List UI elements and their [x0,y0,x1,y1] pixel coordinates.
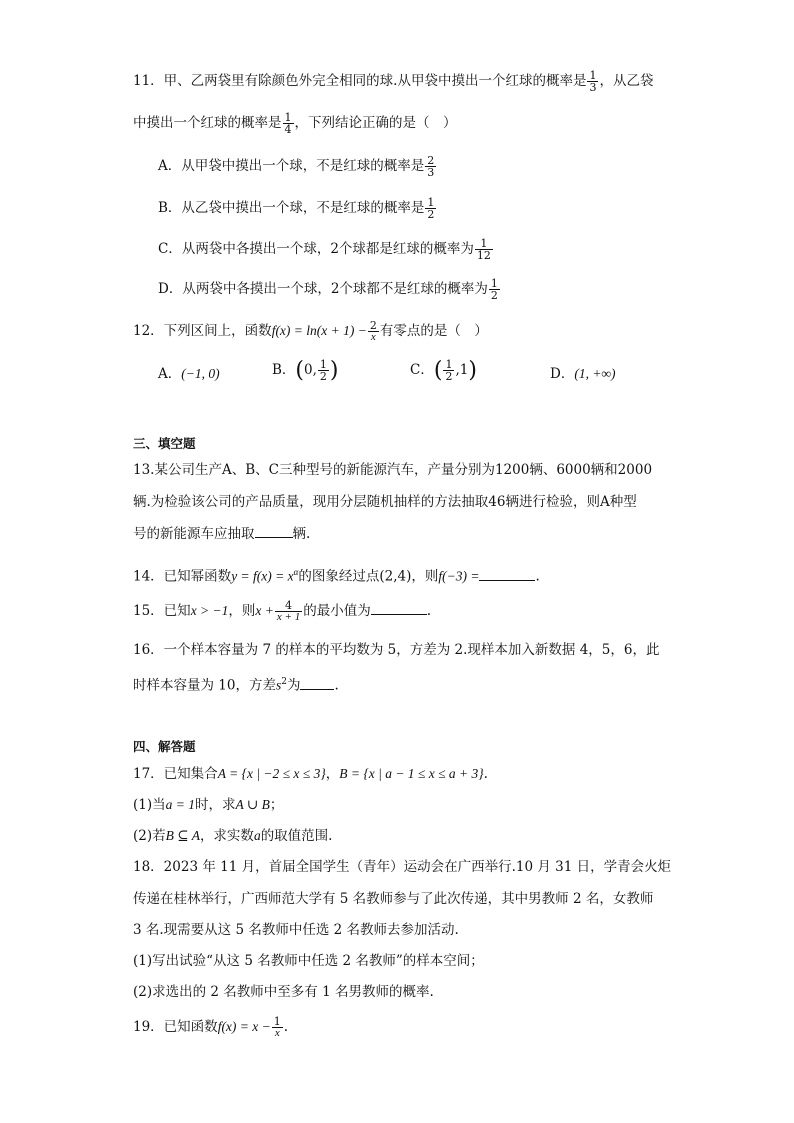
q18-line1: 18．2023 年 11 月，首届全国学生（青年）运动会在广西举行.10 月 31 日，学青会火炬 [133,859,672,875]
q13-line1: 13.某公司生产A、B、C三种型号的新能源汽车，产量分别为1200辆、6000辆和2000 [133,462,653,478]
answer-blank[interactable] [479,567,535,581]
answer-blank[interactable] [371,601,427,615]
fraction: $\frac{1}{2}$ [427,196,435,221]
fraction: $\frac{1}{3}$ [589,69,597,94]
answer-blank[interactable] [255,524,293,538]
section-solutions: 四、解答题 [133,739,196,754]
fraction: $\frac{4}{x + 1}$ [276,599,301,623]
fraction: $\frac{1}{2}$ [490,277,498,302]
q17-stem: 17．已知集合A = {x | −2 ≤ x ≤ 3}，B = {x | a − 1 ≤ x ≤ a + 3}. [133,766,488,782]
q16-line2: 时样本容量为 10，方差$s^2$为 . [133,677,339,694]
q11-line1: 11．甲、乙两袋里有除颜色外完全相同的球.从甲袋中摸出一个红球的概率是 $\frac{1}{3}$ ，从乙袋 [133,69,654,94]
q12-option-b: B．(0, $\frac{1}{2}$ ) [272,358,339,383]
q15: 15．已知x > −1，则x + $\frac{4}{x + 1}$ 的最小值为 . [133,599,431,623]
fraction: $\frac{2}{x}$ [369,319,377,343]
q11-option-b: B．从乙袋中摸出一个球，不是红球的概率是 $\frac{1}{2}$ [158,196,435,221]
section-fill-in-blank: 三、填空题 [133,436,196,451]
q12-option-a: A．(−1, 0) [158,366,220,382]
fraction: $\frac{1}{x}$ [273,1015,281,1039]
q18-part1: (1)写出试验“从这 5 名教师中任选 2 名教师”的样本空间； [133,953,484,969]
q14: 14．已知幂函数$y = f(x) = x^\alpha$的图象经过点(2,4)，则f(−3) = . [133,567,540,585]
q11-line2: 中摸出一个红球的概率是 $\frac{1}{4}$ ，下列结论正确的是（ ） [133,111,457,136]
q12-stem: 12．下列区间上，函数f(x) = ln(x + 1) − $\frac{2}{x}$ 有零点的是（ ） [133,319,488,343]
q18-line2: 传递在桂林举行，广西师范大学有 5 名教师参与了此次传递，其中男教师 2 名，女教师 [133,891,654,907]
fraction: $\frac{1}{4}$ [284,111,292,136]
q17-part2: (2)若B ⊆ A，求实数a的取值范围. [133,828,333,844]
q12-option-d: D．(1, +∞) [550,366,616,382]
fraction: $\frac{2}{3}$ [427,154,435,179]
q18-part2: (2)求选出的 2 名教师中至多有 1 名男教师的概率. [133,984,434,1000]
q13-line3: 号的新能源车应抽取 辆. [133,526,311,542]
answer-blank[interactable] [300,676,334,690]
q11-option-d: D．从两袋中各摸出一个球，2个球都不是红球的概率为 $\frac{1}{2}$ [158,277,498,302]
q11-option-a: A．从甲袋中摸出一个球，不是红球的概率是 $\frac{2}{3}$ [158,154,435,179]
q11-option-c: C．从两袋中各摸出一个球，2个球都是红球的概率为 $\frac{1}{12}$ [158,237,491,262]
q11-text: 11．甲、乙两袋里有除颜色外完全相同的球.从甲袋中摸出一个红球的概率是 [133,73,587,89]
fraction: $\frac{1}{12}$ [476,237,491,262]
q16-line1: 16．一个样本容量为 7 的样本的平均数为 5，方差为 2.现样本加入新数据 4，5，6，此 [133,642,660,658]
q12-option-c: C．( $\frac{1}{2}$ ,1) [410,358,477,383]
q19: 19．已知函数f(x) = x − $\frac{1}{x}$ . [133,1015,289,1039]
q17-part1: (1)当a = 1时，求A ∪ B； [133,797,284,813]
q18-line3: 3 名.现需要从这 5 名教师中任选 2 名教师去参加活动. [133,922,459,938]
q13-line2: 辆.为检验该公司的产品质量，现用分层随机抽样的方法抽取46辆进行检验，则A种型 [133,494,637,510]
